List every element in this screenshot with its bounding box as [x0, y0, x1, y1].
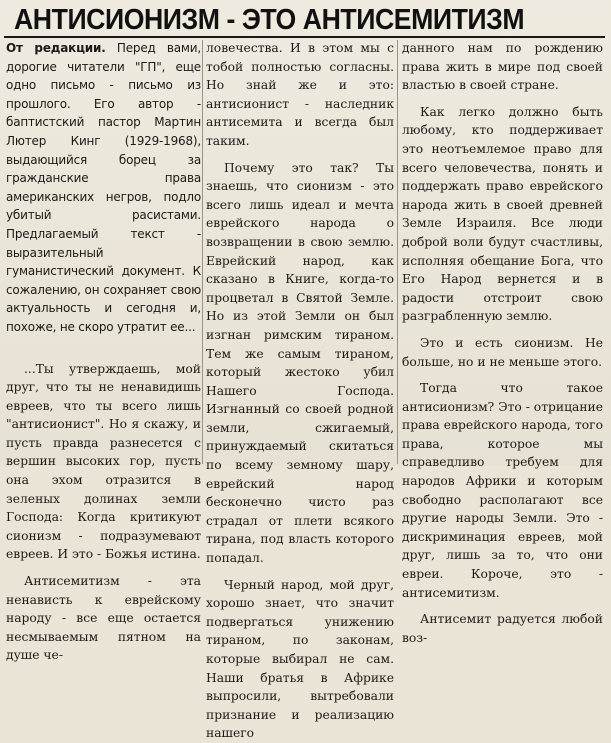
intro-text: Перед вами, дорогие читатели "ГП", еще одно письмо - письмо из прошлого. Его автор - баптистский пастор Мартин Лютер Кинг (1929-1968), выдающийся борец за гражданские права американских негров, подло убитый расистами. Предлагаемый текст - выразительный гуманистический документ. К сожалению, он сохраняет свою актуальность и сегодня и, похоже, не скоро утратит ее... — [6, 41, 201, 334]
paragraph: Антисемитизм - эта ненависть к еврейскому народу - все еще остается несмываемым пятном на душе че- — [6, 574, 201, 663]
headline-rule — [4, 36, 605, 38]
column-2 — [206, 39, 394, 741]
paragraph: ...Ты утверждаешь, мой друг, что ты не ненавидишь евреев, что ты всего лишь "антисионист". Но я скажу, и пусть правда разнесется с вершин высоких гор, пусть она эхом отразится в зеленых долинах земли Господа: Когда критикуют сионизм - подразумевают евреев. И это - Божья истина. — [6, 361, 201, 562]
column-separator — [397, 40, 398, 464]
paragraph: Антисемит радуется любой воз- — [402, 612, 603, 645]
column-separator — [202, 40, 203, 464]
article-headline: АНТИСИОНИЗМ - ЭТО АНТИСЕМИТИЗМ — [14, 4, 525, 36]
paragraph: Как легко должно быть любому, кто поддерживает это неотъемлемое право для всего человечества, понять и поддержать право еврейского народа жить в своей древней Земле Израиля. Все люди доброй воли будут счастливы, исполняя обещание Бога, что Его Народ вернется и в радости отстроит свою разграбленную землю. — [402, 104, 603, 324]
paragraph: данного нам по рождению права жить в мире под своей властью в своей стране. — [402, 41, 603, 93]
editorial-intro — [6, 39, 201, 337]
paragraph: Тогда что такое антисионизм? Это - отрицание права еврейского народа, того права, которое мы справедливо требуем для народов Африки и которым свободно располагают все другие народы Земли. Это - дискриминация евреев, мой друг, лишь за то, что они евреи. Короче, это - антисемитизм. — [402, 381, 603, 600]
paragraph: Это и есть сионизм. Не больше, но и не меньше этого. — [402, 335, 603, 369]
section-gap — [6, 337, 201, 360]
paragraph: ловечества. И в этом мы с тобой полностью согласны. Но знай же и это: антисионист - наследник антисемита и всегда был таким. — [206, 41, 394, 148]
column-1 — [6, 39, 201, 663]
paragraph: Черный народ, мой друг, хорошо знает, что значит подвергаться унижению тираном, по законам, которые выбирал не сам. Наши братья в Африке выпросили, вытребовали признание и реализацию нашего — [206, 577, 394, 741]
column-3 — [402, 39, 603, 645]
intro-label: От редакции. — [6, 41, 106, 55]
paragraph: Почему это так? Ты знаешь, что сионизм - это всего лишь идеал и мечта еврейского народа о возвращении в свою землю. Еврейский народ, как сказано в Книге, когда-то процветал в Святой Земле. Но из этой Земли он был изгнан римским тираном. Тем же самым тираном, который жестоко убил Нашего Господа. Изгнанный со своей родной земли, сжигаемый, принуждаемый скитаться по всему земному шару, еврейский народ бесконечно чисто раз страдал от плети всякого тирана, под власть которого попадал. — [206, 160, 394, 566]
